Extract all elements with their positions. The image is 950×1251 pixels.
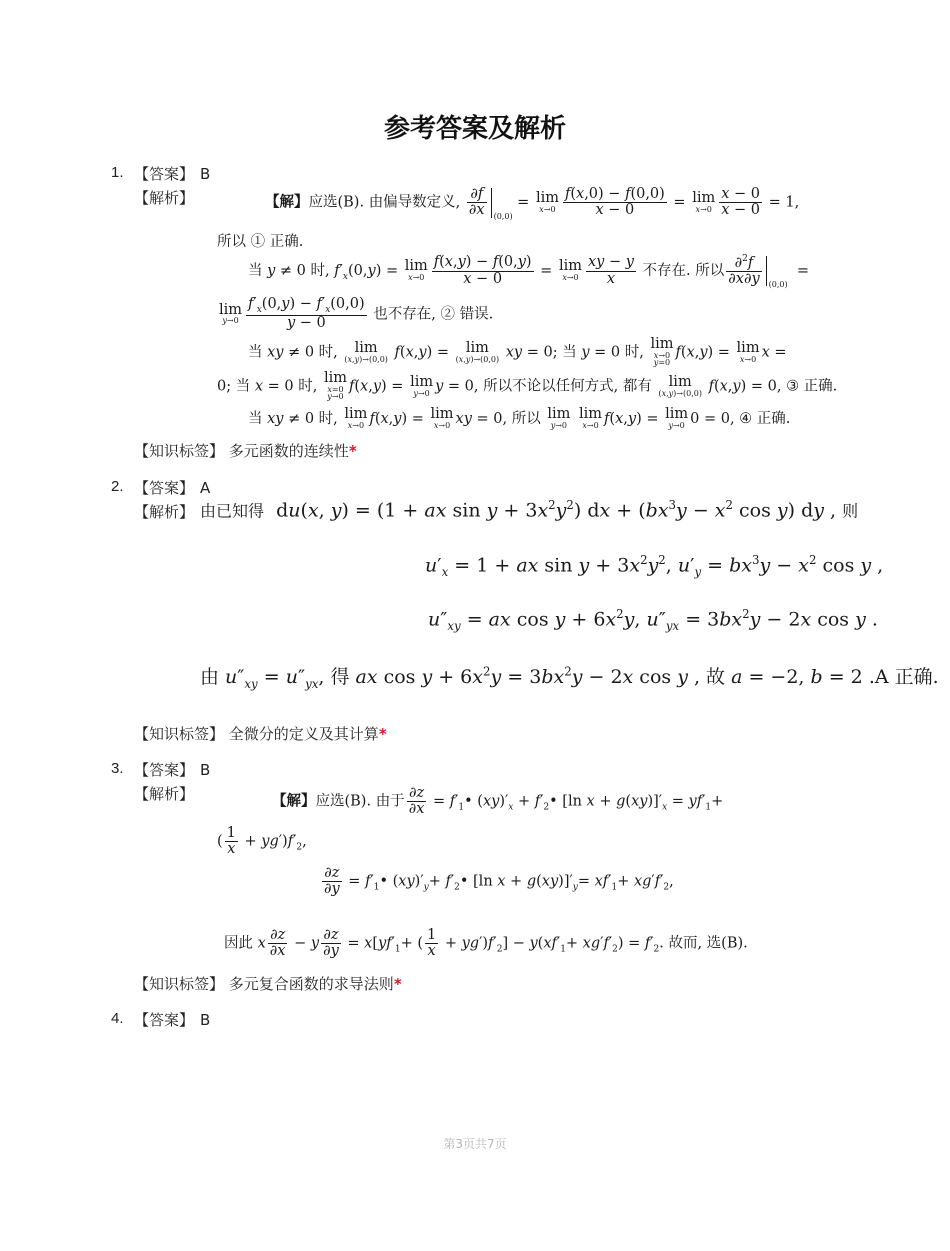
solution-line: 0; 当 x = 0 时, lim x=0 y→0 f(x,y) = lim y→0 y = 0, 所以不论以任何方式, 都有 lim (x,y)→(0,0) f(x,y) = 0, ③ 正确. xyxy=(217,370,838,402)
star-mark: * xyxy=(393,975,402,993)
solution-line: 由 $u''_{xy} = u''_{yx}$, 得 ax $\cos y + 6x^2y = 3bx^2y - 2x$ cos y , 故 a = −2, b = 2 .A 正确. xyxy=(200,664,939,691)
question-number: 2. xyxy=(111,478,124,495)
answer-value: B xyxy=(200,761,211,779)
question-number: 4. xyxy=(111,1010,124,1027)
solution-line: 当 xy ≠ 0 时, lim x→0 f(x,y) = lim x→0 xy = 0, 所以 lim y→0 lim x→0 f(x,y) = lim y→0 0 = 0, ④ 正确. xyxy=(248,406,791,431)
solution-line: 【解】应选(B). 由偏导数定义, $\frac{\partial f}{\partial x}$ $_{(0,0)}$ = lim x→0 $\frac{f(x,0) - f(0,0)}{x - 0}$ = lim x→0 $\frac{x - 0}{x - 0}$ = 1, xyxy=(265,186,800,221)
analysis-label: 【解析】 xyxy=(134,189,195,207)
answer-label: 【答案】 B xyxy=(134,165,211,183)
question-number: 1. xyxy=(111,164,124,181)
solution-line: 当 xy ≠ 0 时, lim (x,y)→(0,0) f(x,y) = lim (x,y)→(0,0) xy = 0; 当 y = 0 时, lim x→0 y=0 f(x,y) = lim x→0 x = xyxy=(248,336,787,368)
star-mark: * xyxy=(378,725,387,743)
solution-line: 当 y ≠ 0 时, $f'_x(0,y) = \lim$ x→0 $\frac{f(x,y) - f(0,y)}{x - 0}$ = lim x→0 $\frac{xy - y}{x}$ 不存在. 所以 $\frac{\partial^2f}{\partial x\partial y}$ $_{(0,0)}$ = xyxy=(248,254,809,290)
answer-value: A xyxy=(200,479,211,497)
answer-label: 【答案】 A xyxy=(134,479,211,497)
solution-line: 由已知得 du(x, y) = (1 + ax $\sin y + 3x^2y^2$) dx + ($bx^3y - x^2$ cos y) dy , 则 xyxy=(200,498,859,522)
solution-line: $\frac{\partial z}{\partial y}$ = $f'_1•$ $(xy)'_y+$ $f'_2•$ [ln $x + g(xy)]'_y= xf'_1+ xg'f'_2$, xyxy=(324,865,674,898)
solution-line: lim y→0 $\frac{f'_x(0,y) - f'_x(0,0)}{y - 0}$ 也不存在, ② 错误. xyxy=(219,296,494,332)
solution-line: ( $\frac{1}{x}$ + $yg')f'_2$, xyxy=(217,825,307,858)
answer-value: B xyxy=(200,1011,211,1029)
knowledge-tag: 【知识标签】 多元复合函数的求导法则* xyxy=(134,975,402,993)
star-mark: * xyxy=(348,442,357,460)
page-title: 参考答案及解析 xyxy=(383,114,566,144)
page-footer: 第3页共7页 xyxy=(443,1137,507,1151)
solution-line: $u'_x = 1$ + ax $\sin y + 3x^2y^2$, $u'_y = bx^3y - x^2$ cos y , xyxy=(425,553,884,580)
question-number: 3. xyxy=(111,760,124,777)
analysis-label: 【解析】 xyxy=(134,503,195,521)
knowledge-tag: 【知识标签】 多元函数的连续性* xyxy=(134,442,357,460)
answer-label: 【答案】 B xyxy=(134,1011,211,1029)
solution-line: 因此 x $\frac{\partial z}{\partial x}$ − y $\frac{\partial z}{\partial y}$ = $x[yf'_1+$ ( $\frac{1}{x}$ + $yg')f'_2] - y(xf'_1+ xg'f'_2) = f'_2$. 故而, 选(B). xyxy=(224,927,748,960)
knowledge-tag: 【知识标签】 全微分的定义及其计算* xyxy=(134,725,387,743)
analysis-label: 【解析】 xyxy=(134,785,195,803)
solution-line: $u''_{xy}$ = ax $\cos y + 6x^2y$, $u''_{yx} = 3bx^2y - 2x$ cos y . xyxy=(428,607,878,634)
solution-line: 所以 ① 正确. xyxy=(217,234,304,250)
solution-line: 【解】应选(B). 由于 $\frac{\partial z}{\partial x}$ = $f'_1•$ $(xy)'_x$ + $f'_2•$ [ln $x + g(xy)]'_x = yf'_1+$ xyxy=(272,785,724,818)
answer-label: 【答案】 B xyxy=(134,761,211,779)
answer-value: B xyxy=(200,165,211,183)
